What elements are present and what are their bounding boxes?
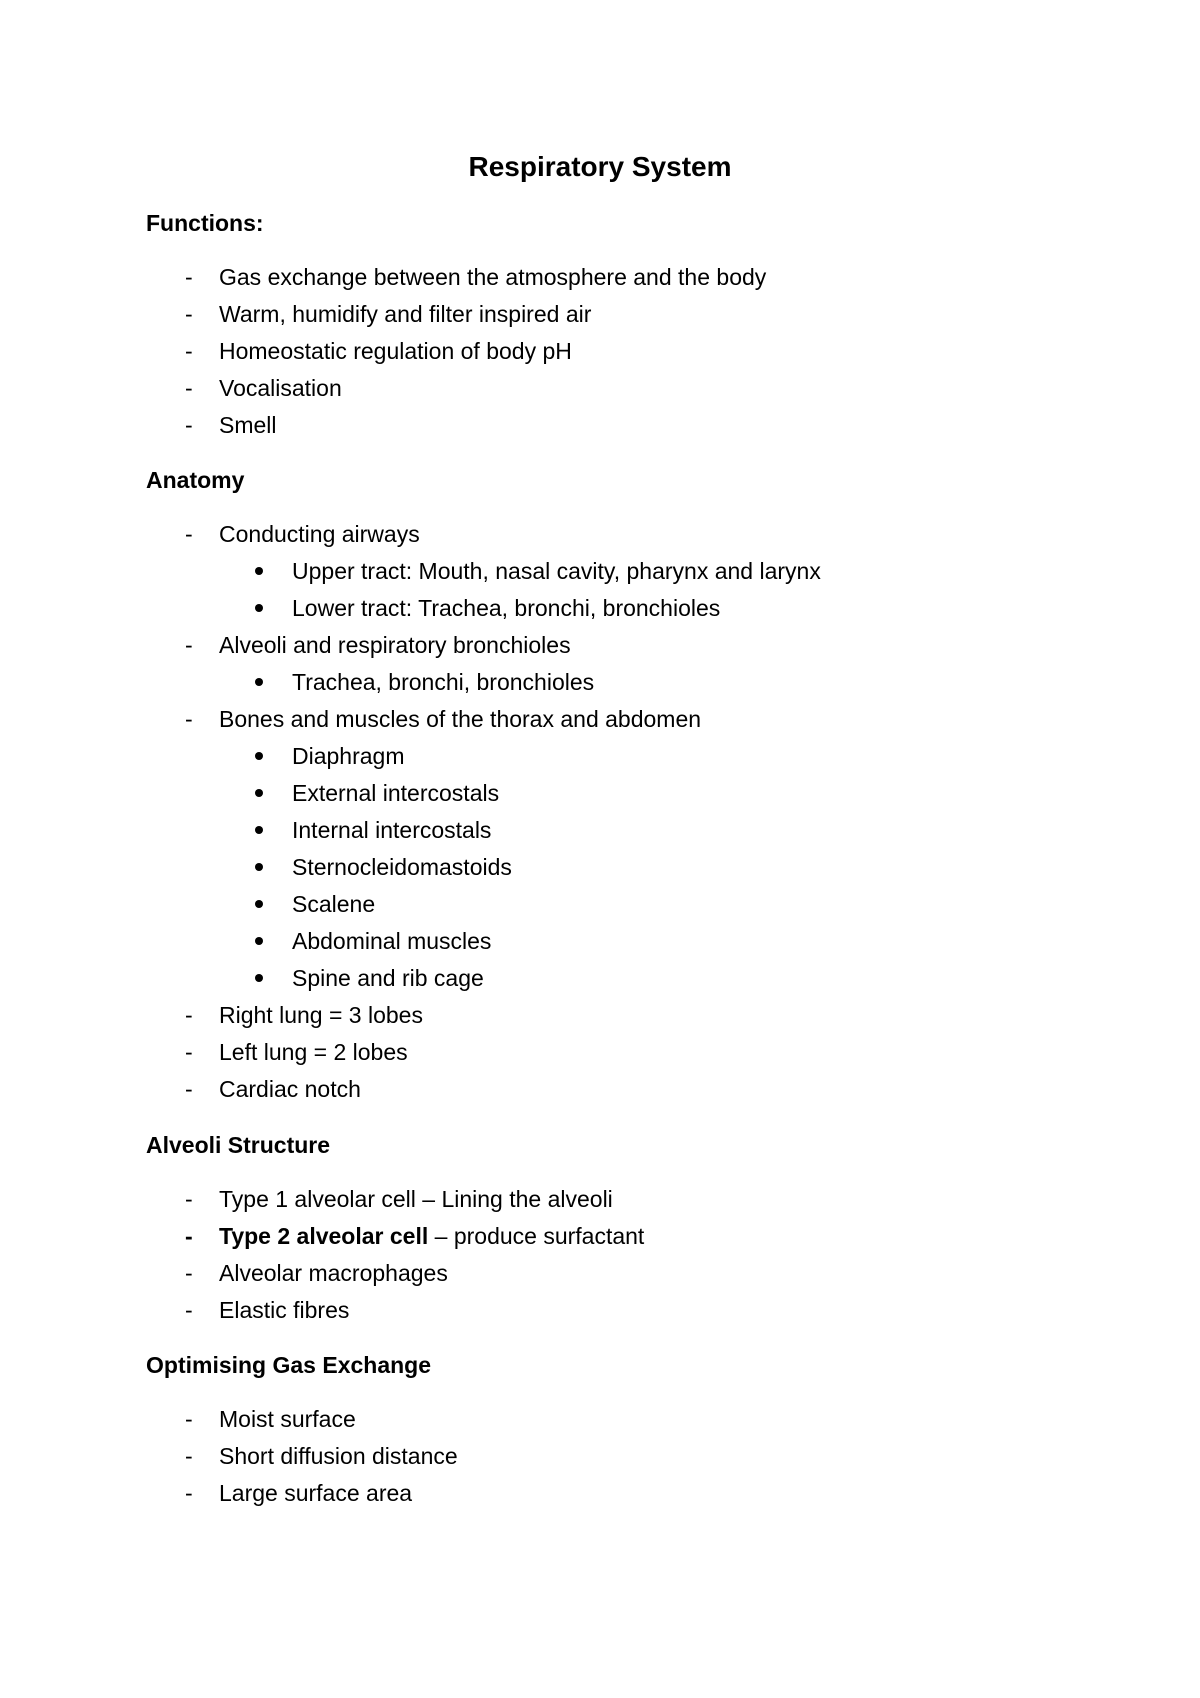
- list-item-text: Moist surface: [219, 1406, 356, 1432]
- dash-marker: -: [185, 1406, 193, 1432]
- dash-marker: -: [185, 375, 193, 401]
- dash-marker: -: [185, 1002, 193, 1028]
- dash-marker: -: [185, 632, 193, 658]
- list-item-text: External intercostals: [292, 780, 500, 806]
- list-item-text: Short diffusion distance: [219, 1443, 458, 1469]
- list-item-text: Internal intercostals: [292, 817, 492, 843]
- bullet-icon: [255, 826, 263, 834]
- list-item-text: Smell: [219, 412, 277, 438]
- list-item-text: Gas exchange between the atmosphere and the body: [219, 264, 767, 290]
- dash-marker: -: [185, 1039, 193, 1065]
- bullet-icon: [255, 752, 263, 760]
- bullet-icon: [255, 678, 263, 686]
- list-item-text: Upper tract: Mouth, nasal cavity, pharynx and larynx: [292, 558, 821, 584]
- dash-marker: -: [185, 264, 193, 290]
- section-heading-anatomy: Anatomy: [146, 467, 245, 493]
- section-heading-functions: Functions:: [146, 210, 264, 236]
- dash-marker: -: [185, 1186, 193, 1212]
- bullet-icon: [255, 937, 263, 945]
- term-description: – produce surfactant: [428, 1223, 645, 1249]
- list-item-text: Left lung = 2 lobes: [219, 1039, 408, 1065]
- dash-marker: -: [185, 1076, 193, 1102]
- dash-marker: -: [185, 1443, 193, 1469]
- list-item-text: Right lung = 3 lobes: [219, 1002, 423, 1028]
- dash-marker: -: [185, 706, 193, 732]
- list-item-text: Alveolar macrophages: [219, 1260, 448, 1286]
- bullet-icon: [255, 863, 263, 871]
- list-item-text: Cardiac notch: [219, 1076, 361, 1102]
- list-item-text: Elastic fibres: [219, 1297, 350, 1323]
- section-heading-alveoli-structure: Alveoli Structure: [146, 1132, 331, 1158]
- dash-marker: -: [185, 1223, 193, 1249]
- dash-marker: -: [185, 521, 193, 547]
- bullet-icon: [255, 900, 263, 908]
- dash-marker: -: [185, 1480, 193, 1506]
- list-item-text: Alveoli and respiratory bronchioles: [219, 632, 571, 658]
- list-item-text: Abdominal muscles: [292, 928, 492, 954]
- list-item-text: Diaphragm: [292, 743, 405, 769]
- page-title: Respiratory System: [468, 151, 732, 182]
- bullet-icon: [255, 604, 263, 612]
- bullet-icon: [255, 974, 263, 982]
- bold-term: Type 2 alveolar cell: [219, 1223, 429, 1249]
- list-item-text: Large surface area: [219, 1480, 413, 1506]
- bullet-icon: [255, 789, 263, 797]
- list-item-text: Vocalisation: [219, 375, 342, 401]
- dash-marker: -: [185, 412, 193, 438]
- list-item-text: Warm, humidify and filter inspired air: [219, 301, 592, 327]
- list-item-text: [219, 1221, 644, 1251]
- list-item-text: Conducting airways: [219, 521, 420, 547]
- section-heading-optimising: Optimising Gas Exchange: [146, 1352, 432, 1378]
- dash-marker: -: [185, 301, 193, 327]
- list-item-text: Trachea, bronchi, bronchioles: [292, 669, 595, 695]
- list-item-text: Bones and muscles of the thorax and abdomen: [219, 706, 702, 732]
- list-item-text: Spine and rib cage: [292, 965, 484, 991]
- dash-marker: -: [185, 1297, 193, 1323]
- list-item-text: Lower tract: Trachea, bronchi, bronchioles: [292, 595, 721, 621]
- list-item-text: Type 1 alveolar cell – Lining the alveoli: [219, 1186, 613, 1212]
- dash-marker: -: [185, 1260, 193, 1286]
- list-item-text: Homeostatic regulation of body pH: [219, 338, 572, 364]
- list-item-text: Scalene: [292, 891, 376, 917]
- bullet-icon: [255, 567, 263, 575]
- list-item-text: Sternocleidomastoids: [292, 854, 512, 880]
- dash-marker: -: [185, 338, 193, 364]
